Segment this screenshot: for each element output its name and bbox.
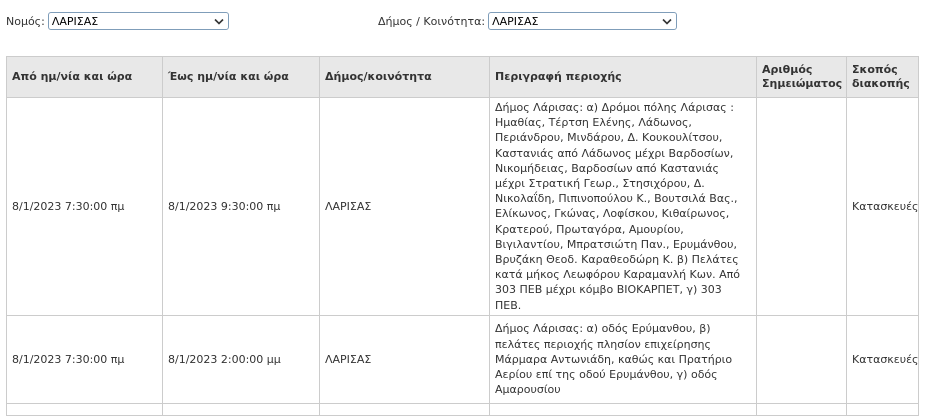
cell-marker	[757, 315, 847, 403]
cell-purpose: Κατασκευές	[847, 315, 919, 403]
cell-to	[163, 403, 320, 415]
dimos-select[interactable]	[488, 12, 677, 30]
nomos-label: Νομός:	[6, 14, 45, 28]
cell-marker	[757, 98, 847, 316]
outages-table	[6, 56, 919, 416]
nomos-filter	[6, 11, 229, 31]
chevron-down-icon	[210, 13, 228, 29]
cell-to: 8/1/2023 2:00:00 μμ	[163, 315, 320, 403]
cell-municipality: ΛΑΡΙΣΑΣ	[320, 315, 490, 403]
header-to: Έως ημ/νία και ώρα	[163, 57, 320, 98]
cell-municipality: ΛΑΡΙΣΑΣ	[320, 98, 490, 316]
cell-marker	[757, 403, 847, 415]
header-from: Από ημ/νία και ώρα	[7, 57, 163, 98]
cell-purpose: Κατασκευές	[847, 98, 919, 316]
header-municipality: Δήμος/κοινότητα	[320, 57, 490, 98]
cell-description: Δήμος Λάρισας: α) Δρόμοι πόλης Λάρισας : Ημαθίας, Τέρτση Ελένης, Λάδωνος, Περιάνδρου, Μινδάρου, Δ. Κουκουλίτσου, Καστανιάς από Λάδωνος μέχρι Βαρδοσίων, Νικομήδειας, Βαρδοσίων από Καστανιάς μέχρι Στρατική Γεωρ., Στησιχόρου, Δ. Νικολαΐδη, Πιπινοπούλου Κ., Βουτσιλά Βας., Ελίκωνος, Γκώνας, Λοφίσκου, Κιθαίρωνος, Κρατερού, Πρωταγόρα, Αμουρίου, Βιγιλαντίου, Μπρατσιώτη Παν., Ερυμάνθου, Βρυζάκη Θεοδ. Καραθεοδώρη Κ. β) Πελάτες κατά μήκος Λεωφόρου Καραμανλή Κων. Από 303 ΠΕΒ μέχρι κόμβο ΒΙΟΚΑΡΠΕΤ, γ) 303 ΠΕΒ.	[490, 98, 757, 316]
cell-to: 8/1/2023 9:30:00 πμ	[163, 98, 320, 316]
table-header-row	[7, 57, 919, 98]
header-description: Περιγραφή περιοχής	[490, 57, 757, 98]
cell-from: 8/1/2023 7:30:00 πμ	[7, 315, 163, 403]
cell-purpose	[847, 403, 919, 415]
cell-from: 8/1/2023 7:30:00 πμ	[7, 98, 163, 316]
nomos-select[interactable]	[48, 12, 229, 30]
cell-description	[490, 403, 757, 415]
cell-from	[7, 403, 163, 415]
table-row	[7, 403, 919, 415]
cell-municipality	[320, 403, 490, 415]
dimos-selected-value: ΛΑΡΙΣΑΣ	[492, 14, 539, 28]
cell-description: Δήμος Λάρισας: α) οδός Ερύμανθου, β) πελάτες περιοχής πλησίον επιχείρησης Μάρμαρα Αντωνιάδη, καθώς και Πρατήριο Αερίου επί της οδού Ερυμάνθου, γ) οδός Αμαρουσίου	[490, 315, 757, 403]
chevron-down-icon	[658, 13, 676, 29]
header-marker: Αριθμός Σημειώματος	[757, 57, 847, 98]
table-row	[7, 315, 919, 403]
header-purpose: Σκοπός διακοπής	[847, 57, 919, 98]
filter-bar	[0, 0, 931, 44]
dimos-filter	[378, 11, 677, 31]
table-row	[7, 98, 919, 316]
nomos-selected-value: ΛΑΡΙΣΑΣ	[51, 14, 99, 28]
dimos-label: Δήμος / Κοινότητα:	[378, 14, 486, 28]
